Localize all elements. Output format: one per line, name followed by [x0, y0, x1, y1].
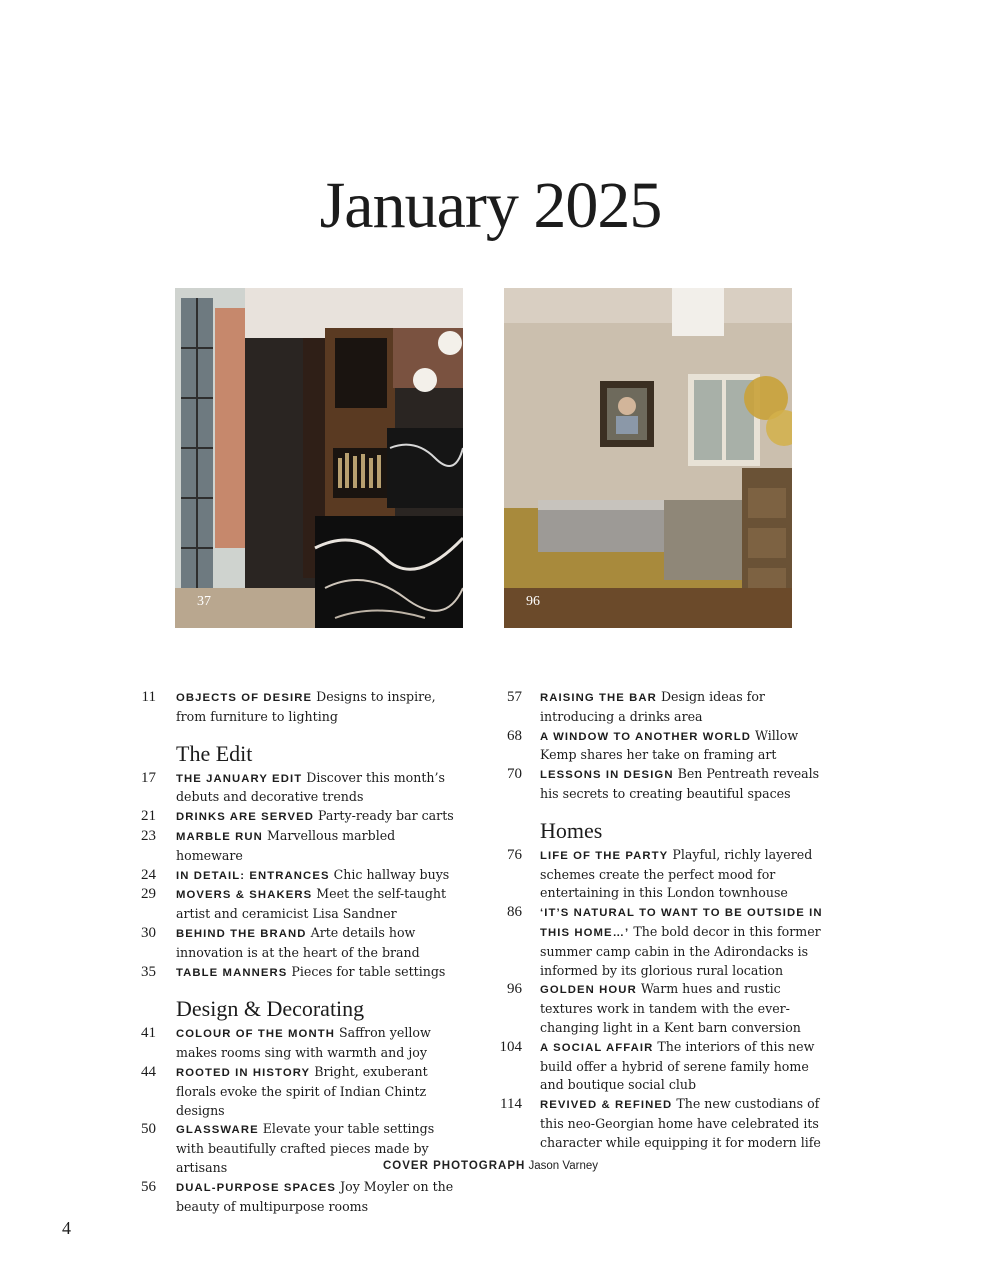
entry-heading: REVIVED & REFINED [540, 1099, 673, 1112]
entry-page-number: 41 [141, 1025, 156, 1042]
kitchen-photo[interactable] [175, 288, 463, 628]
contents-entry[interactable] [132, 769, 462, 808]
entry-heading: RAISING THE BAR [540, 692, 657, 704]
entry-description: Discover this month’s debuts and decorative trends [176, 769, 445, 805]
entry-description: Chic hallway buys [333, 866, 450, 882]
entry-description: Arte details how innovation is at the heart of the brand [176, 924, 420, 960]
entry-description: Pieces for table settings [291, 963, 446, 979]
section-heading: The Edit [176, 740, 253, 766]
contents-entry[interactable] [132, 807, 462, 827]
entry-description: Elevate your table settings with beautifully crafted pieces made by artisans [176, 1121, 435, 1175]
contents-entry[interactable] [132, 963, 462, 983]
entry-page-number: 11 [141, 689, 156, 705]
entry-description: The interiors of this new build offer a hybrid of serene family home and boutique social club [540, 1038, 815, 1093]
contents-entry[interactable] [496, 980, 826, 1037]
entry-page-number: 68 [507, 727, 522, 744]
entry-heading: MOVERS & SHAKERS [176, 889, 313, 902]
entry-description: The bold decor in this former summer camp cabin in the Adirondacks is informed by its glorious rural location [540, 923, 821, 978]
contents-entry[interactable] [132, 924, 462, 963]
contents-right-column [496, 688, 826, 1153]
entry-heading: COLOUR OF THE MONTH [176, 1028, 335, 1041]
contents-entry[interactable] [496, 1038, 826, 1095]
entry-description: Saffron yellow makes rooms sing with warmth and joy [176, 1025, 431, 1061]
entry-heading: GLASSWARE [176, 1124, 259, 1137]
entry-heading: TABLE MANNERS [176, 966, 288, 979]
contents-entry[interactable] [132, 827, 462, 866]
entry-heading: ‘IT’S NATURAL TO WANT TO BE OUTSIDE IN THIS HOME…’ [540, 907, 823, 939]
contents-entry[interactable] [496, 846, 826, 903]
entry-heading: ROOTED IN HISTORY [176, 1066, 311, 1079]
entry-heading: GOLDEN HOUR [540, 984, 637, 997]
entry-page-number: 44 [141, 1063, 156, 1080]
entry-description: Warm hues and rustic textures work in tandem with the ever-changing light in a Kent barn conversion [540, 981, 801, 1035]
entry-page-number: 23 [141, 827, 156, 844]
entry-page-number: 21 [141, 808, 156, 825]
contents-entry[interactable] [496, 1095, 826, 1152]
entry-heading: DUAL-PURPOSE SPACES [176, 1181, 337, 1194]
entry-page-number: 104 [499, 1038, 522, 1055]
contents-entry[interactable] [132, 1178, 462, 1217]
entry-description: Willow Kemp shares her take on framing art [540, 727, 799, 763]
entry-page-number: 29 [141, 886, 156, 903]
entry-page-number: 50 [141, 1121, 156, 1138]
cover-credit [0, 1160, 981, 1172]
contents-entry[interactable] [496, 727, 826, 766]
contents-entry[interactable] [132, 688, 462, 727]
page-title: January 2025 [319, 169, 662, 242]
entry-heading: IN DETAIL: ENTRANCES [176, 869, 330, 882]
entry-description: The new custodians of this neo-Georgian home have celebrated its character while equipping it for modern life [540, 1096, 821, 1150]
entry-heading: LIFE OF THE PARTY [540, 849, 669, 862]
entry-heading: MARBLE RUN [176, 830, 263, 843]
entry-description: Designs to inspire, from furniture to lighting [176, 689, 436, 724]
entry-page-number: 70 [507, 766, 522, 783]
page-number: 4 [62, 1218, 71, 1238]
entry-heading: LESSONS IN DESIGN [540, 769, 674, 782]
section-heading: Homes [540, 817, 603, 843]
entry-heading: DRINKS ARE SERVED [176, 811, 314, 824]
entry-page-number: 17 [141, 769, 156, 786]
entry-description: Bright, exuberant florals evoke the spirit of Indian Chintz designs [176, 1063, 428, 1118]
entry-heading: OBJECTS OF DESIRE [176, 692, 313, 704]
contents-entry[interactable] [132, 1063, 462, 1120]
cover-credit-label: COVER PHOTOGRAPH [383, 1160, 526, 1172]
entry-page-number: 114 [500, 1096, 522, 1113]
entry-page-number: 24 [141, 866, 156, 883]
photo-page-number: 96 [526, 594, 540, 609]
entry-page-number: 56 [141, 1178, 156, 1195]
entry-heading: THE JANUARY EDIT [176, 772, 303, 785]
section-heading: Design & Decorating [176, 996, 365, 1022]
entry-heading: A WINDOW TO ANOTHER WORLD [540, 730, 751, 743]
entry-page-number: 57 [507, 689, 522, 705]
entry-description: Marvellous marbled homeware [176, 827, 396, 863]
contents-entry[interactable] [132, 1024, 462, 1063]
entry-description: Joy Moyler on the beauty of multipurpose rooms [176, 1178, 454, 1214]
entry-description: Party-ready bar carts [317, 808, 454, 824]
cover-credit-name: Jason Varney [528, 1160, 598, 1172]
entry-heading: BEHIND THE BRAND [176, 927, 307, 940]
entry-heading: A SOCIAL AFFAIR [540, 1041, 654, 1054]
entry-page-number: 86 [507, 904, 522, 921]
entry-description: Meet the self-taught artist and ceramicist Lisa Sandner [176, 886, 447, 922]
contents-entry[interactable] [496, 903, 826, 980]
entry-page-number: 30 [141, 924, 156, 941]
contents-entry[interactable] [496, 765, 826, 804]
entry-page-number: 76 [507, 846, 522, 863]
contents-entry[interactable] [132, 885, 462, 924]
entry-description: Ben Pentreath reveals his secrets to creating beautiful spaces [540, 766, 820, 801]
contents-entry[interactable] [132, 866, 462, 886]
bedroom-photo[interactable] [504, 288, 792, 628]
entry-page-number: 96 [507, 981, 522, 998]
entry-description: Design ideas for introducing a drinks area [540, 689, 765, 724]
entry-description: Playful, richly layered schemes create the perfect mood for entertaining in this London townhouse [540, 846, 813, 901]
contents-entry[interactable] [496, 688, 826, 727]
photo-page-number: 37 [197, 594, 211, 609]
entry-page-number: 35 [141, 963, 156, 980]
contents-left-column [132, 688, 462, 1216]
